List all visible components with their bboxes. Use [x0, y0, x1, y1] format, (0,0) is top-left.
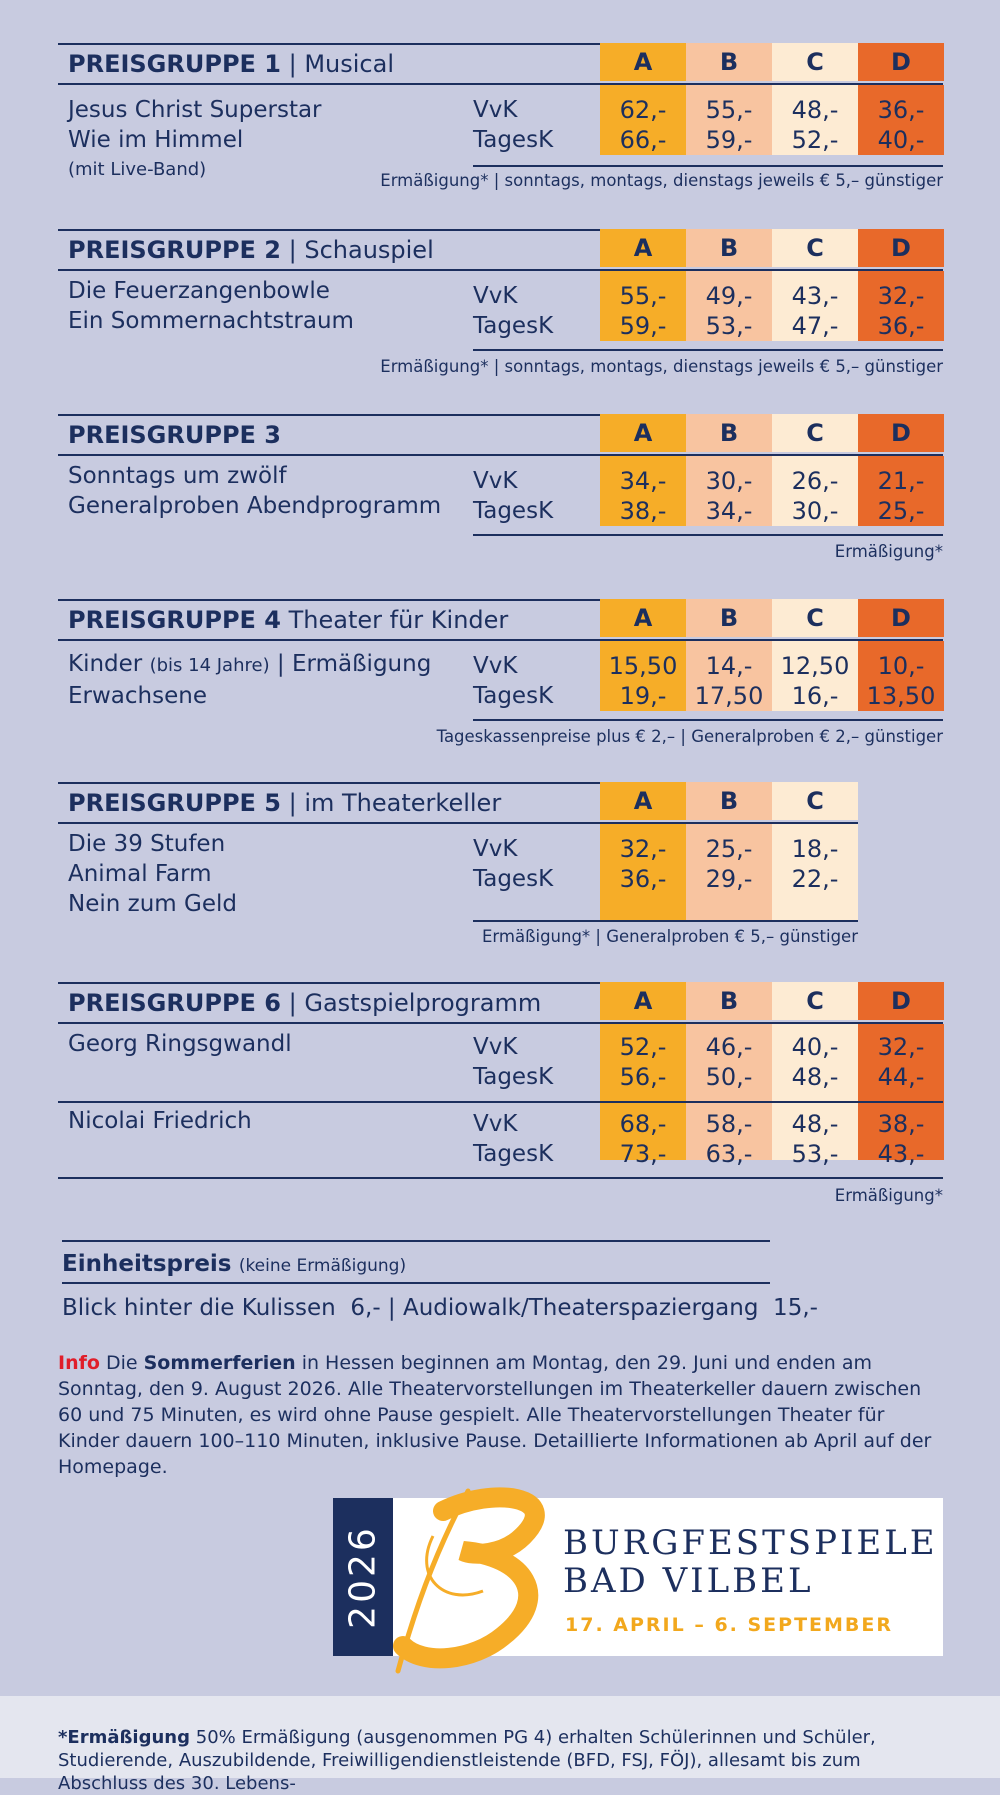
- price: 30,-: [791, 497, 839, 525]
- divider: [58, 1101, 943, 1103]
- pg5-title: PREISGRUPPE 5 | im Theaterkeller: [68, 789, 502, 817]
- pg6-row1-show: Georg Ringsgwandl: [68, 1031, 292, 1057]
- price: 52,-: [619, 1033, 667, 1061]
- logo-line-2: BAD VILBEL: [563, 1561, 814, 1601]
- vvk-label: VvK: [473, 1111, 518, 1137]
- preisgruppe-4: [58, 599, 943, 754]
- pg1-labels: [473, 95, 553, 155]
- pg3-col-a: A: [600, 414, 686, 452]
- show-title: Jesus Christ Superstar: [68, 97, 322, 123]
- show-title: Wie im Himmel: [68, 127, 244, 153]
- price: 14,-: [705, 652, 753, 680]
- price: 15,50: [608, 652, 678, 680]
- preisgruppe-1: [58, 43, 943, 198]
- price: 17,50: [694, 682, 764, 710]
- vvk-label: VvK: [473, 653, 518, 679]
- show-note: (mit Live-Band): [68, 159, 207, 180]
- pg1-col-b: B: [686, 43, 772, 81]
- pg2-title: PREISGRUPPE 2 | Schauspiel: [68, 236, 434, 264]
- price: 38,-: [619, 497, 667, 525]
- tagesk-label: TagesK: [473, 866, 554, 892]
- price: 34,-: [619, 467, 667, 495]
- vvk-label: VvK: [473, 97, 518, 123]
- price: 25,-: [877, 497, 925, 525]
- pg3-col-c: C: [772, 414, 858, 452]
- divider: [473, 349, 943, 351]
- show-title: Generalproben Abendprogramm: [68, 493, 442, 519]
- pg4-col-b: B: [686, 599, 772, 637]
- price: 29,-: [705, 865, 753, 893]
- pg6-title: PREISGRUPPE 6 | Gastspielprogramm: [68, 989, 542, 1017]
- pg6-row2-labels: [473, 1109, 553, 1169]
- pg6-row1-labels: [473, 1032, 553, 1092]
- divider: [58, 1177, 943, 1179]
- price: 58,-: [705, 1110, 753, 1138]
- pg2-note: Ermäßigung* | sonntags, montags, dienstags jeweils € 5,– günstiger: [380, 357, 943, 376]
- price: 48,-: [791, 1063, 839, 1091]
- price: 13,50: [866, 682, 936, 710]
- price: 30,-: [705, 467, 753, 495]
- pg6-col-c: C: [772, 982, 858, 1020]
- pg6-col-a: A: [600, 982, 686, 1020]
- pg3-note: Ermäßigung*: [834, 542, 943, 561]
- price: 22,-: [791, 865, 839, 893]
- divider: [62, 1282, 770, 1284]
- price: 40,-: [877, 126, 925, 154]
- price: 49,-: [705, 282, 753, 310]
- festival-logo: [333, 1498, 943, 1656]
- pg4-col-a: A: [600, 599, 686, 637]
- price: 32,-: [877, 282, 925, 310]
- pg3-shows: [68, 461, 441, 521]
- vvk-label: VvK: [473, 283, 518, 309]
- show-title: Die 39 Stufen: [68, 831, 226, 857]
- pg3-col-b: B: [686, 414, 772, 452]
- price: 34,-: [705, 497, 753, 525]
- footer-text: *Ermäßigung 50% Ermäßigung (ausgenommen PG 4) erhalten Schülerinnen und Schüler, Studierende, Auszubildende, Freiwilligendienstleistende (BFD, FSJ, FÖJ), allesamt bis zum Abschluss des 30. Lebens-: [58, 1727, 876, 1794]
- erwachsene-line: Erwachsene: [68, 683, 207, 709]
- pg3-title: PREISGRUPPE 3: [68, 421, 281, 449]
- vvk-label: VvK: [473, 1034, 518, 1060]
- tagesk-label: TagesK: [473, 683, 554, 709]
- einheitspreis-title: Einheitspreis (keine Ermäßigung): [62, 1251, 407, 1277]
- divider: [473, 920, 858, 922]
- pg5-col-a: A: [600, 782, 686, 820]
- pg5-shows: [68, 829, 237, 919]
- show-title: Ein Sommernachtstraum: [68, 308, 354, 334]
- pg6-row2-show: Nicolai Friedrich: [68, 1108, 252, 1134]
- price: 56,-: [619, 1063, 667, 1091]
- divider: [473, 534, 943, 536]
- pg6-note: Ermäßigung*: [834, 1186, 943, 1205]
- tagesk-label: TagesK: [473, 1064, 554, 1090]
- tagesk-label: TagesK: [473, 1141, 554, 1167]
- price: 26,-: [791, 467, 839, 495]
- tagesk-label: TagesK: [473, 313, 554, 339]
- price: 59,-: [705, 126, 753, 154]
- pg5-note: Ermäßigung* | Generalproben € 5,– günstiger: [481, 927, 858, 946]
- pg2-shows: [68, 276, 354, 336]
- pg2-col-d: D: [858, 229, 944, 267]
- pg1-col-d: D: [858, 43, 944, 81]
- price: 62,-: [619, 96, 667, 124]
- price: 46,-: [705, 1033, 753, 1061]
- pg5-labels: [473, 834, 553, 894]
- einheitspreis-line: Blick hinter die Kulissen 6,- | Audiowalk/Theaterspaziergang 15,-: [62, 1295, 818, 1321]
- b-monogram-icon: [373, 1476, 573, 1676]
- pg1-col-a: A: [600, 43, 686, 81]
- price: 40,-: [791, 1033, 839, 1061]
- vvk-label: VvK: [473, 468, 518, 494]
- divider: [473, 719, 943, 721]
- pg1-col-c: C: [772, 43, 858, 81]
- logo-dates: 17. APRIL – 6. SEPTEMBER: [565, 1614, 894, 1636]
- price: 32,-: [877, 1033, 925, 1061]
- pg1-note: Ermäßigung* | sonntags, montags, dienstags jeweils € 5,– günstiger: [380, 171, 943, 190]
- price: 16,-: [791, 682, 839, 710]
- price: 36,-: [877, 96, 925, 124]
- price: 10,-: [877, 652, 925, 680]
- price: 53,-: [705, 312, 753, 340]
- pg2-col-b: B: [686, 229, 772, 267]
- pg4-col-d: D: [858, 599, 944, 637]
- price: 36,-: [619, 865, 667, 893]
- tagesk-label: TagesK: [473, 498, 554, 524]
- price: 21,-: [877, 467, 925, 495]
- pg6-col-b: B: [686, 982, 772, 1020]
- divider: [62, 1240, 770, 1242]
- price: 73,-: [619, 1140, 667, 1168]
- pg3-labels: [473, 466, 553, 526]
- price: 50,-: [705, 1063, 753, 1091]
- preisgruppe-3: [58, 414, 943, 569]
- show-title: Die Feuerzangenbowle: [68, 278, 330, 304]
- show-title: Nein zum Geld: [68, 891, 237, 917]
- footer-note: [0, 1696, 1000, 1794]
- price: 48,-: [791, 1110, 839, 1138]
- pg1-shows: [68, 95, 322, 185]
- price: 25,-: [705, 835, 753, 863]
- price: 18,-: [791, 835, 839, 863]
- pg5-col-b: B: [686, 782, 772, 820]
- preisgruppe-5: [58, 782, 943, 957]
- price: 63,-: [705, 1140, 753, 1168]
- price: 44,-: [877, 1063, 925, 1091]
- kinder-line: Kinder (bis 14 Jahre) | Ermäßigung: [68, 651, 432, 677]
- logo-line-1: BURGFESTSPIELE: [563, 1523, 938, 1563]
- logo-year: 2026: [342, 1525, 384, 1629]
- price: 43,-: [791, 282, 839, 310]
- preisgruppe-2: [58, 229, 943, 384]
- info-paragraph: Info Die Sommerferien in Hessen beginnen am Montag, den 29. Juni und enden am Sonntag, den 9. August 2026. Alle Theatervorstellungen im Theaterkeller dauern zwischen 60 und 75 Minuten, es wird ohne Pause gespielt. Alle Theatervorstellungen Theater für Kinder dauern 100–110 Minuten, inklusive Pause. Detaillierte Informationen ab April auf der Homepage.: [58, 1352, 932, 1478]
- price: 47,-: [791, 312, 839, 340]
- price: 68,-: [619, 1110, 667, 1138]
- pg3-col-d: D: [858, 414, 944, 452]
- price: 55,-: [705, 96, 753, 124]
- pg4-col-c: C: [772, 599, 858, 637]
- tagesk-label: TagesK: [473, 127, 554, 153]
- price: 19,-: [619, 682, 667, 710]
- show-title: Sonntags um zwölf: [68, 463, 287, 489]
- pg4-note: Tageskassenpreise plus € 2,– | Generalproben € 2,– günstiger: [436, 727, 943, 746]
- price: 55,-: [619, 282, 667, 310]
- pg4-labels: [473, 651, 553, 711]
- pg2-col-c: C: [772, 229, 858, 267]
- price: 43,-: [877, 1140, 925, 1168]
- price: 36,-: [877, 312, 925, 340]
- preisgruppe-6: [58, 982, 943, 1212]
- logo-name: [563, 1524, 938, 1600]
- price: 12,50: [780, 652, 850, 680]
- price: 59,-: [619, 312, 667, 340]
- info-label: Info: [58, 1352, 100, 1374]
- price: 53,-: [791, 1140, 839, 1168]
- pg1-title: PREISGRUPPE 1 | Musical: [68, 50, 394, 78]
- price: 52,-: [791, 126, 839, 154]
- show-title: Animal Farm: [68, 861, 212, 887]
- price: 48,-: [791, 96, 839, 124]
- pg4-shows: [68, 649, 431, 711]
- price: 66,-: [619, 126, 667, 154]
- divider: [473, 165, 943, 167]
- pg4-title: PREISGRUPPE 4 Theater für Kinder: [68, 606, 509, 634]
- vvk-label: VvK: [473, 836, 518, 862]
- pg2-labels: [473, 281, 553, 341]
- pg5-col-c: C: [772, 782, 858, 820]
- price: 32,-: [619, 835, 667, 863]
- pg2-col-a: A: [600, 229, 686, 267]
- pg6-col-d: D: [858, 982, 944, 1020]
- price: 38,-: [877, 1110, 925, 1138]
